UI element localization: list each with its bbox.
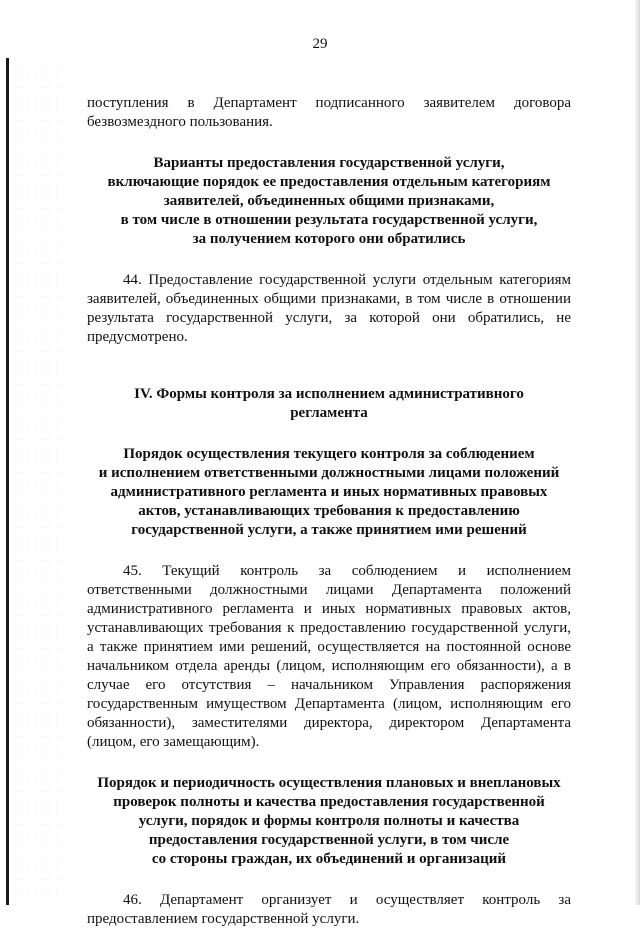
heading-line: и исполнением ответственными должностными лицами положений (98, 465, 560, 481)
document-body (87, 94, 571, 929)
paragraph-46: 46. Департамент организует и осуществляет контроль за предоставлением государственной услуги. (87, 892, 571, 927)
heading-line: услуги, порядок и формы контроля полноты и качества (138, 813, 520, 829)
heading-line: в том числе в отношении результата государственной услуги, (120, 212, 538, 228)
section-line: регламента (290, 405, 368, 421)
paragraph-44: 44. Предоставление государственной услуги отдельным категориям заявителей, объединенных общими признаками, в том числе в отношении результата государственной услуги, за которой они обратились, не предусмотрено. (87, 272, 571, 345)
heading-line: актов, устанавливающих требования к предоставлению (138, 503, 520, 519)
heading-current-control (87, 445, 571, 540)
heading-line: Порядок осуществления текущего контроля за соблюдением (123, 446, 535, 462)
heading-line: Варианты предоставления государственной услуги, (153, 155, 505, 171)
paragraph-continuation: поступления в Департамент подписанного заявителем договора безвозмездного пользования. (87, 95, 571, 130)
heading-line: включающие порядок ее предоставления отдельным категориям (107, 174, 551, 190)
heading-line: государственной услуги, а также принятием ими решений (131, 522, 527, 538)
scan-noise (18, 60, 58, 900)
scan-left-border (6, 58, 9, 905)
section-title-iv (87, 385, 571, 423)
heading-line: Порядок и периодичность осуществления плановых и внеплановых (97, 775, 561, 791)
heading-service-variants (87, 154, 571, 249)
heading-line: заявителей, объединенных общими признаками, (163, 193, 495, 209)
heading-line: за получением которого они обратились (192, 231, 466, 247)
scan-right-edge (634, 0, 640, 905)
paragraph-45: 45. Текущий контроль за соблюдением и исполнением ответственными должностными лицами Департамента положений административного регламента и иных нормативных правовых актов, устанавливающих требования к предоставлению государственной услуги, а также принятием ими решений, осуществляется на постоянной основе начальником отдела аренды (лицом, исполняющим его обязанности), а в случае его отсутствия – начальником Управления распоряжения государственным имуществом Департамента (лицом, исполняющим его обязанности), заместителями директора, директором Департамента (лицом, его замещающим). (87, 563, 571, 750)
page-number: 29 (312, 36, 328, 52)
heading-line: предоставления государственной услуги, в том числе (148, 832, 510, 848)
heading-line: административного регламента и иных нормативных правовых (110, 484, 548, 500)
heading-line: со стороны граждан, их объединений и организаций (151, 851, 507, 867)
heading-line: проверок полноты и качества предоставления государственной (113, 794, 545, 810)
section-line: IV. Формы контроля за исполнением административного (134, 386, 524, 402)
heading-inspections (87, 774, 571, 869)
